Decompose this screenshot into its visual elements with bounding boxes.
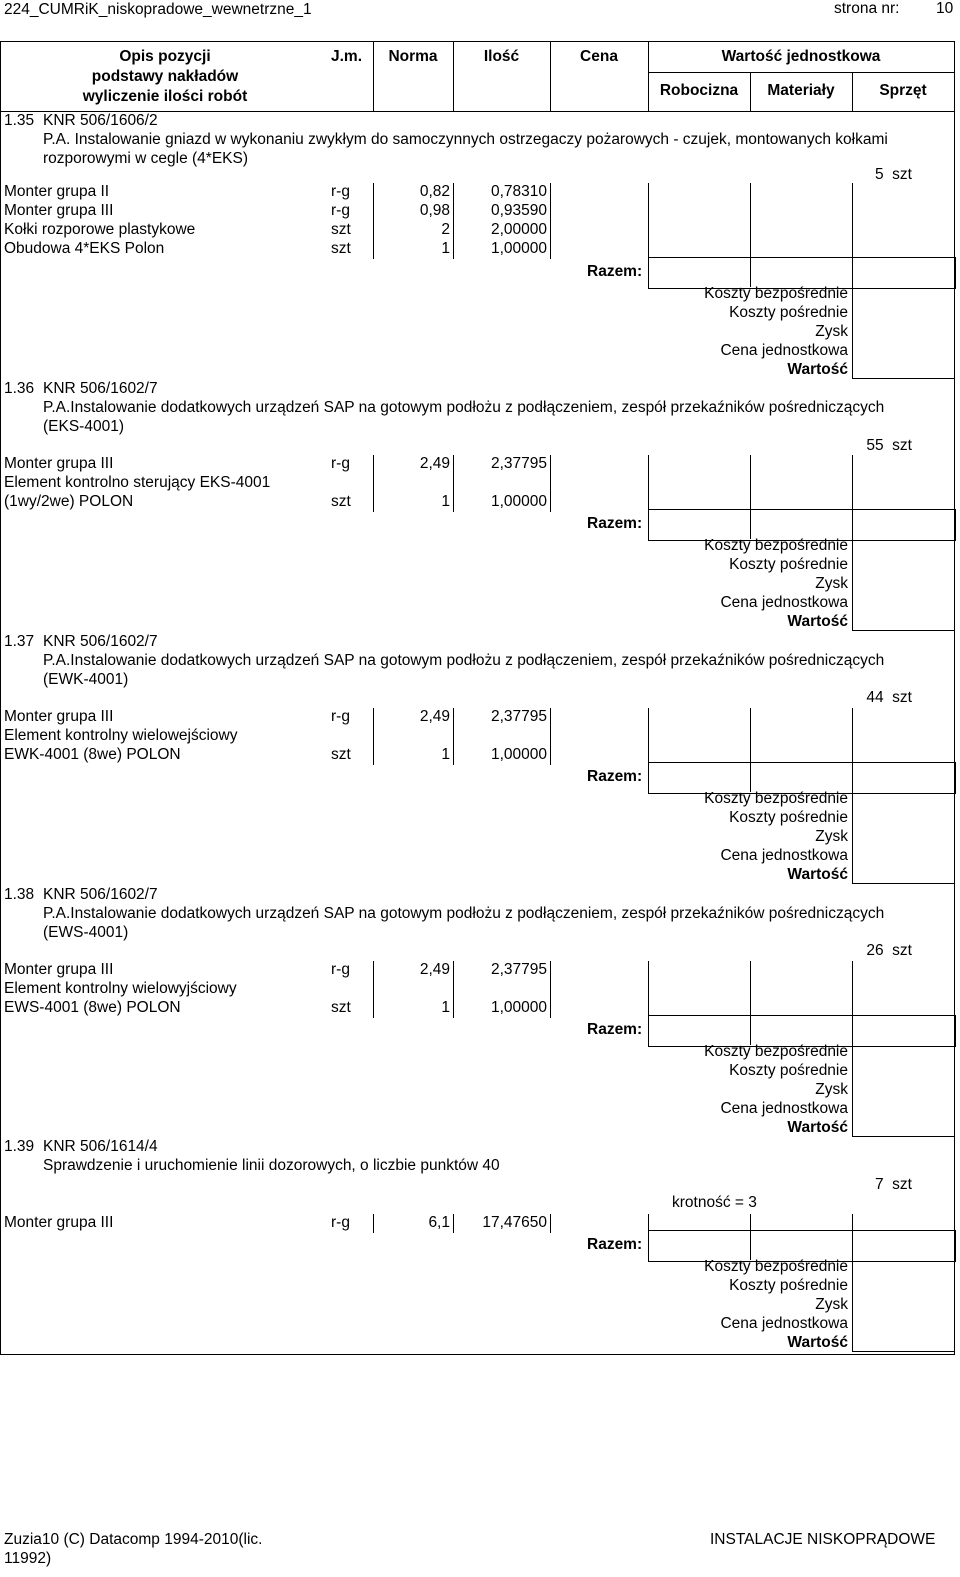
- row-ilosc: 2,37795: [490, 455, 547, 472]
- wartosc-label: Wartość: [787, 613, 848, 630]
- row-norma: 1: [441, 240, 450, 257]
- row-name: Monter grupa III: [4, 961, 114, 978]
- razem-sep-2: [852, 257, 853, 287]
- row-ilosc: 17,47650: [482, 1214, 547, 1231]
- row-name: (1wy/2we) POLON: [4, 493, 134, 510]
- row-name: Obudowa 4*EKS Polon: [4, 240, 165, 257]
- razem-sep-2: [852, 1230, 853, 1260]
- razem-sep-1: [750, 762, 751, 792]
- razem-sep-1: [750, 1015, 751, 1045]
- row-ilosc: 1,00000: [490, 493, 547, 510]
- wartosc-label: Wartość: [787, 361, 848, 378]
- zysk-label: Zysk: [815, 1296, 848, 1313]
- summary-bottom-line: [852, 883, 955, 884]
- row-unit: r-g: [331, 708, 350, 725]
- header-col-norma: Norma: [388, 48, 438, 65]
- position-number: 1.37: [4, 633, 35, 650]
- row-col-sep-ilosc: [453, 961, 454, 1018]
- footer-left-1: Zuzia10 (C) Datacomp 1994-2010(lic.: [4, 1531, 263, 1548]
- row-ilosc: 2,00000: [490, 221, 547, 238]
- row-name: EWS-4001 (8we) POLON: [4, 999, 181, 1016]
- position-code: KNR 506/1602/7: [43, 380, 158, 397]
- row-norma: 2,49: [419, 708, 450, 725]
- header-subdivider: [648, 72, 954, 73]
- summary-value-box: [852, 1045, 955, 1137]
- row-norma: 0,98: [419, 202, 450, 219]
- position-number: 1.39: [4, 1138, 35, 1155]
- row-col-sep-mat: [750, 708, 751, 765]
- row-col-sep-cena: [550, 183, 551, 259]
- position-desc-line1: P.A. Instalowanie gniazd w wykonaniu zwykłym do samoczynnych ostrzegaczy pożarowych - czujek, montowanych kołkami: [43, 131, 888, 148]
- row-col-sep-rob: [648, 455, 649, 512]
- razem-label: Razem:: [587, 263, 643, 280]
- row-ilosc: 1,00000: [490, 240, 547, 257]
- row-unit: szt: [331, 746, 351, 763]
- row-col-sep-mat: [750, 961, 751, 1018]
- row-name: Element kontrolno sterujący EKS-4001: [4, 474, 271, 491]
- row-col-sep-spr: [852, 961, 853, 1018]
- row-name: Monter grupa II: [4, 183, 110, 200]
- header-col-robocizna: Robocizna: [659, 82, 739, 99]
- koszty-posrednie-label: Koszty pośrednie: [729, 556, 848, 573]
- summary-value-box: [852, 539, 955, 631]
- zysk-label: Zysk: [815, 828, 848, 845]
- document-title: [4, 0, 314, 20]
- position-desc-line1: P.A.Instalowanie dodatkowych urządzeń SAP na gotowym podłożu z podłączeniem, zespół przekaźników pośredniczących: [43, 905, 885, 922]
- razem-label: Razem:: [587, 1236, 643, 1253]
- row-norma: 2,49: [419, 455, 450, 472]
- koszty-bezposrednie-label: Koszty bezpośrednie: [704, 790, 848, 807]
- row-norma: 1: [441, 493, 450, 510]
- zysk-label: Zysk: [815, 323, 848, 340]
- row-name: Kołki rozporowe plastykowe: [4, 221, 196, 238]
- position-number: 1.38: [4, 886, 35, 903]
- page-number: 10: [936, 0, 954, 17]
- cena-jednostkowa-label: Cena jednostkowa: [720, 342, 848, 359]
- row-norma: 1: [441, 999, 450, 1016]
- row-norma: 1: [441, 746, 450, 763]
- row-unit: r-g: [331, 1214, 350, 1231]
- row-unit: r-g: [331, 202, 350, 219]
- footer-right: INSTALACJE NISKOPRĄDOWE: [710, 1531, 936, 1548]
- header-col-desc-3: wyliczenie ilości robót: [82, 88, 248, 105]
- row-ilosc: 2,37795: [490, 708, 547, 725]
- position-number: 1.35: [4, 112, 35, 129]
- razem-sep-1: [750, 257, 751, 287]
- razem-label: Razem:: [587, 515, 643, 532]
- row-col-sep-ilosc: [453, 1214, 454, 1233]
- razem-sep-2: [852, 509, 853, 539]
- zysk-label: Zysk: [815, 1081, 848, 1098]
- header-col-desc-1: Opis pozycji: [119, 48, 211, 65]
- position-desc-line1: P.A.Instalowanie dodatkowych urządzeń SAP na gotowym podłożu z podłączeniem, zespół przekaźników pośredniczących: [43, 652, 885, 669]
- position-desc-line2: rozporowymi w cegle (4*EKS): [43, 150, 249, 167]
- row-col-sep-rob: [648, 708, 649, 765]
- row-ilosc: 0,78310: [490, 183, 547, 200]
- page-label: strona nr:: [834, 0, 900, 17]
- position-code: KNR 506/1602/7: [43, 633, 158, 650]
- footer-left-2: 11992): [4, 1550, 52, 1567]
- row-unit: szt: [331, 999, 351, 1016]
- row-unit: szt: [331, 493, 351, 510]
- position-quantity: 5 szt: [874, 166, 912, 183]
- row-col-sep-norma: [373, 183, 374, 259]
- koszty-posrednie-label: Koszty pośrednie: [729, 809, 848, 826]
- row-name: Monter grupa III: [4, 455, 114, 472]
- summary-value-box: [852, 1260, 955, 1352]
- row-name: Monter grupa III: [4, 1214, 114, 1231]
- row-unit: szt: [331, 240, 351, 257]
- row-name: Element kontrolny wielowyjściowy: [4, 980, 237, 997]
- position-number: 1.36: [4, 380, 35, 397]
- row-col-sep-spr: [852, 708, 853, 765]
- summary-value-box: [852, 792, 955, 884]
- wartosc-label: Wartość: [787, 866, 848, 883]
- header-col-materialy: Materiały: [767, 82, 835, 99]
- position-code: KNR 506/1614/4: [43, 1138, 158, 1155]
- row-col-sep-mat: [750, 455, 751, 512]
- koszty-posrednie-label: Koszty pośrednie: [729, 1277, 848, 1294]
- row-col-sep-cena: [550, 455, 551, 512]
- position-desc-line1: P.A.Instalowanie dodatkowych urządzeń SAP na gotowym podłożu z podłączeniem, zespół przekaźników pośredniczących: [43, 399, 885, 416]
- row-col-sep-norma: [373, 455, 374, 512]
- row-unit: r-g: [331, 455, 350, 472]
- zysk-label: Zysk: [815, 575, 848, 592]
- summary-bottom-line: [852, 1136, 955, 1137]
- row-unit: szt: [331, 221, 351, 238]
- row-col-sep-mat: [750, 183, 751, 259]
- summary-bottom-line: [852, 630, 955, 631]
- cena-jednostkowa-label: Cena jednostkowa: [720, 1315, 848, 1332]
- row-norma: 6,1: [428, 1214, 450, 1231]
- razem-sep-2: [852, 762, 853, 792]
- row-name: Element kontrolny wielowejściowy: [4, 727, 238, 744]
- row-col-sep-norma: [373, 961, 374, 1018]
- position-desc-line2: (EWS-4001): [43, 924, 129, 941]
- header-col-desc-2: podstawy nakładów: [91, 68, 239, 85]
- row-unit: r-g: [331, 961, 350, 978]
- row-name: EWK-4001 (8we) POLON: [4, 746, 181, 763]
- row-col-sep-ilosc: [453, 183, 454, 259]
- razem-sep-1: [750, 509, 751, 539]
- cena-jednostkowa-label: Cena jednostkowa: [720, 847, 848, 864]
- wartosc-label: Wartość: [787, 1119, 848, 1136]
- razem-label: Razem:: [587, 1021, 643, 1038]
- koszty-bezposrednie-label: Koszty bezpośrednie: [704, 285, 848, 302]
- razem-sep-2: [852, 1015, 853, 1045]
- row-col-sep-norma: [373, 708, 374, 765]
- razem-label: Razem:: [587, 768, 643, 785]
- row-col-sep-norma: [373, 1214, 374, 1233]
- header-col-sprzet: Sprzęt: [879, 82, 927, 99]
- summary-bottom-line: [852, 1351, 955, 1352]
- header-col-cena: Cena: [580, 48, 618, 65]
- row-name: Monter grupa III: [4, 708, 114, 725]
- cena-jednostkowa-label: Cena jednostkowa: [720, 594, 848, 611]
- position-quantity: 7 szt: [874, 1176, 912, 1193]
- row-col-sep-cena: [550, 961, 551, 1018]
- position-quantity: 44 szt: [866, 689, 912, 706]
- wartosc-label: Wartość: [787, 1334, 848, 1351]
- header-col-jm: J.m.: [331, 48, 363, 65]
- koszty-bezposrednie-label: Koszty bezpośrednie: [704, 1043, 848, 1060]
- header-col-ilosc: Ilość: [483, 48, 520, 65]
- summary-bottom-line: [852, 378, 955, 379]
- row-ilosc: 1,00000: [490, 746, 547, 763]
- row-col-sep-rob: [648, 961, 649, 1018]
- row-col-sep-ilosc: [453, 455, 454, 512]
- position-desc-line1: Sprawdzenie i uruchomienie linii dozorowych, o liczbie punktów 40: [43, 1157, 500, 1174]
- row-ilosc: 2,37795: [490, 961, 547, 978]
- position-code: KNR 506/1602/7: [43, 886, 158, 903]
- position-desc-line2: (EWK-4001): [43, 671, 129, 688]
- row-col-sep-spr: [852, 455, 853, 512]
- row-ilosc: 1,00000: [490, 999, 547, 1016]
- koszty-posrednie-label: Koszty pośrednie: [729, 1062, 848, 1079]
- row-col-sep-cena: [550, 708, 551, 765]
- razem-sep-1: [750, 1230, 751, 1260]
- row-name: Monter grupa III: [4, 202, 114, 219]
- koszty-bezposrednie-label: Koszty bezpośrednie: [704, 1258, 848, 1275]
- row-col-sep-cena: [550, 1214, 551, 1233]
- row-norma: 2,49: [419, 961, 450, 978]
- position-desc-line2: (EKS-4001): [43, 418, 124, 435]
- cena-jednostkowa-label: Cena jednostkowa: [720, 1100, 848, 1117]
- row-col-sep-rob: [648, 183, 649, 259]
- position-quantity: 55 szt: [866, 437, 912, 454]
- position-code: KNR 506/1606/2: [43, 112, 158, 129]
- row-col-sep-ilosc: [453, 708, 454, 765]
- row-ilosc: 0,93590: [490, 202, 547, 219]
- row-norma: 0,82: [419, 183, 450, 200]
- document-title-text: 224_CUMRiK_niskopradowe_wewnetrzne_1: [4, 1, 312, 18]
- position-quantity: 26 szt: [866, 942, 912, 959]
- koszty-posrednie-label: Koszty pośrednie: [729, 304, 848, 321]
- koszty-bezposrednie-label: Koszty bezpośrednie: [704, 537, 848, 554]
- row-col-sep-spr: [852, 183, 853, 259]
- position-multiplier: krotność = 3: [672, 1194, 757, 1211]
- row-norma: 2: [441, 221, 450, 238]
- summary-value-box: [852, 287, 955, 379]
- header-col-wartosc: Wartość jednostkowa: [721, 48, 881, 65]
- row-unit: r-g: [331, 183, 350, 200]
